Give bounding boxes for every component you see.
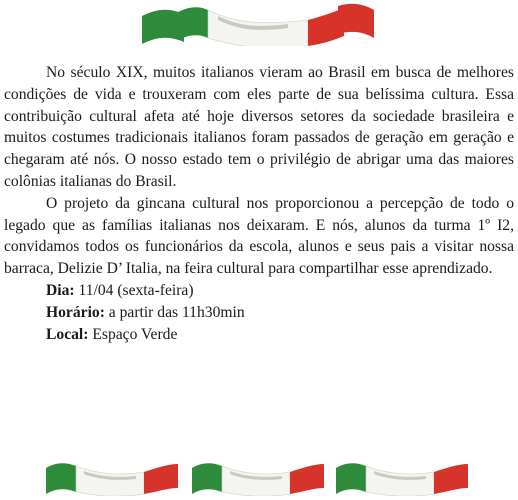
bottom-decoration <box>44 456 474 496</box>
event-date <box>4 280 514 302</box>
italian-flag-ribbon-icon <box>44 456 180 496</box>
italian-flag-ribbon-icon <box>138 2 378 46</box>
paragraph-invitation: O projeto da gincana cultural nos proporcionou a percepção de todo o legado que as famílias italianas nos deixaram. E nós, alunos da turma 1º I2, convidamos todos os funcionários da escola, alunos e seus pais a visitar nossa barraca, Delizie D’ Italia, na feira cultural para compartilhar esse aprendizado. <box>4 194 514 278</box>
date-value: 11/04 (sexta-feira) <box>74 281 194 299</box>
time-value: a partir das 11h30min <box>104 303 245 321</box>
italian-flag-ribbon-icon <box>190 456 326 496</box>
invitation-text <box>4 62 514 345</box>
date-label: Dia: <box>46 281 75 299</box>
paragraph-history: No século XIX, muitos italianos vieram ao Brasil em busca de melhores condições de vida e trouxeram com eles parte de sua belíssima cultura. Essa contribuição cultural afeta até hoje diversos setores da sociedade brasileira e muitos costumes tradicionais italianos foram passados de geração em geração e chegaram até nós. O nosso estado tem o privilégio de abrigar uma das maiores colônias italianas do Brasil. <box>4 64 514 190</box>
place-label: Local: <box>46 325 89 343</box>
event-time <box>4 302 514 324</box>
place-value: Espaço Verde <box>88 325 178 343</box>
event-place <box>4 324 514 346</box>
italian-flag-ribbon-icon <box>334 456 470 496</box>
time-label: Horário: <box>46 303 105 321</box>
